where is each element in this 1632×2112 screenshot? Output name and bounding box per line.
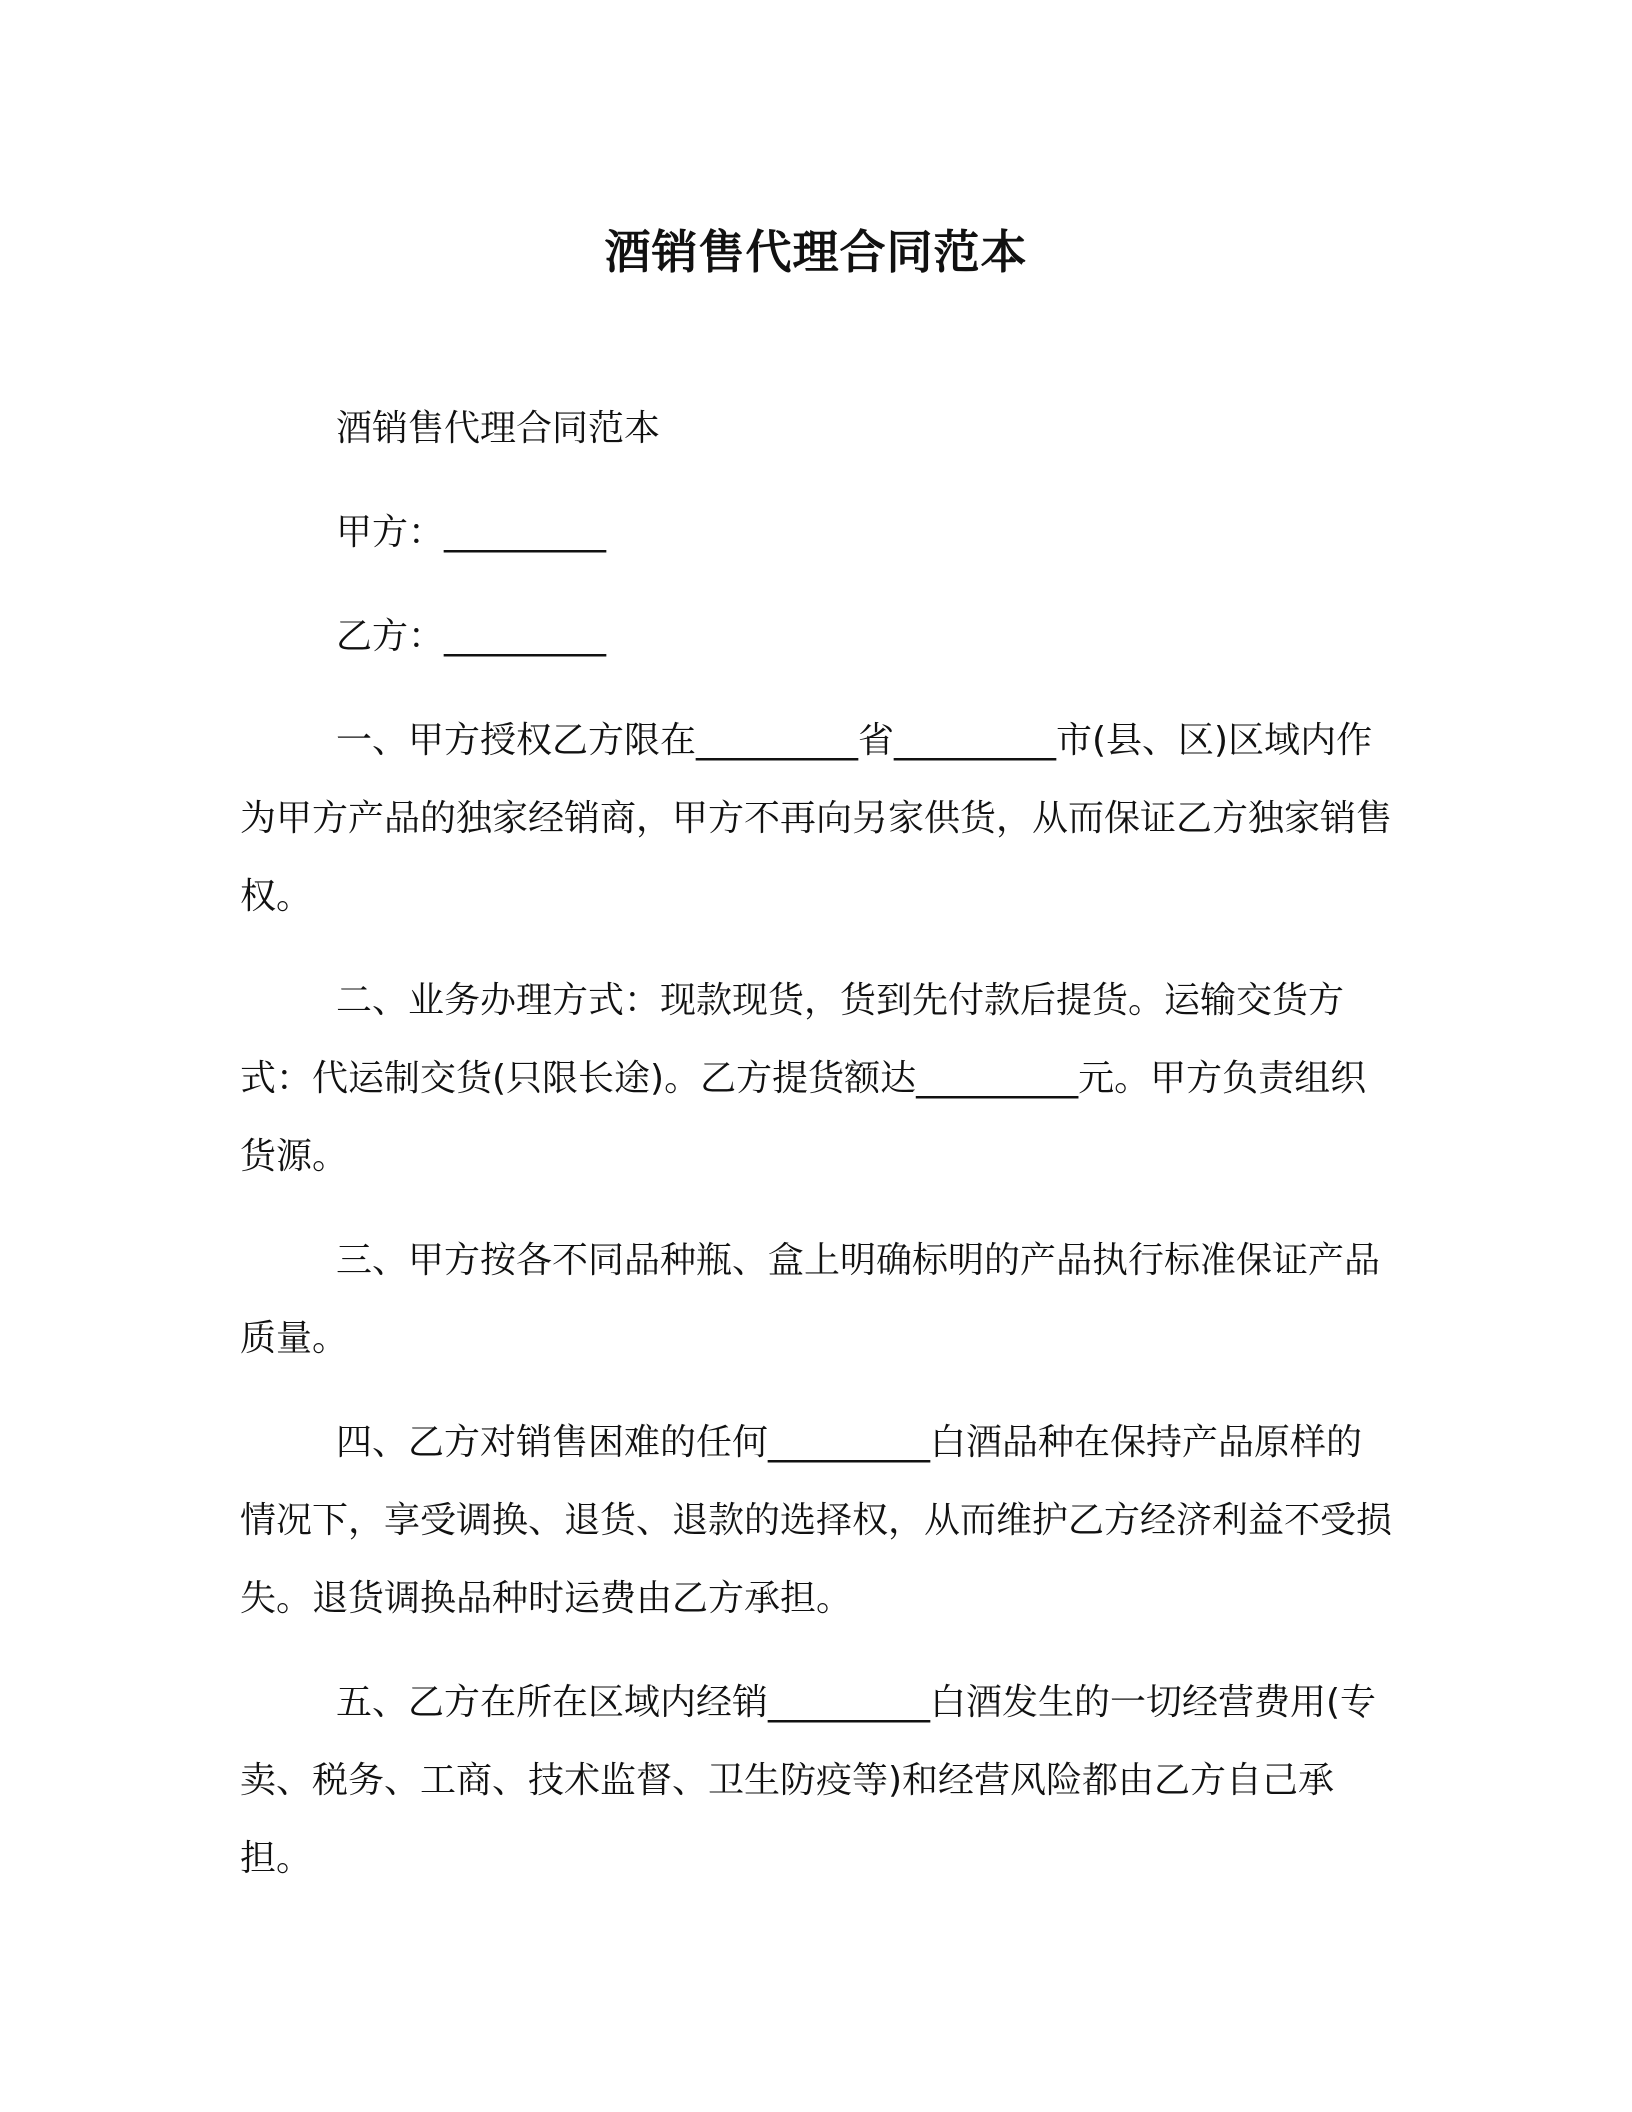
clause-3: 三、甲方按各不同品种瓶、盒上明确标明的产品执行标准保证产品质量。	[240, 1240, 1381, 1359]
document-subtitle: 酒销售代理合同范本	[336, 408, 661, 449]
document-title: 酒销售代理合同范本	[604, 225, 1028, 279]
clause-1: 一、甲方授权乙方限在_________省_________市(县、区)区域内作为甲方产品的独家经销商，甲方不再向另家供货，从而保证乙方独家销售权。	[240, 720, 1393, 917]
clause-5: 五、乙方在所在区域内经销_________白酒发生的一切经营费用(专卖、税务、工商、技术监督、卫生防疫等)和经营风险都由乙方自己承担。	[240, 1682, 1377, 1879]
clause-2: 二、业务办理方式：现款现货，货到先付款后提货。运输交货方式：代运制交货(只限长途)。乙方提货额达_________元。甲方负责组织货源。	[240, 980, 1367, 1177]
clause-4: 四、乙方对销售困难的任何_________白酒品种在保持产品原样的情况下，享受调换、退货、退款的选择权，从而维护乙方经济利益不受损失。退货调换品种时运费由乙方承担。	[240, 1422, 1393, 1619]
party-b-line: 乙方：_________	[336, 616, 607, 657]
party-a-line: 甲方：_________	[336, 512, 607, 553]
document-body	[240, 390, 1392, 1898]
